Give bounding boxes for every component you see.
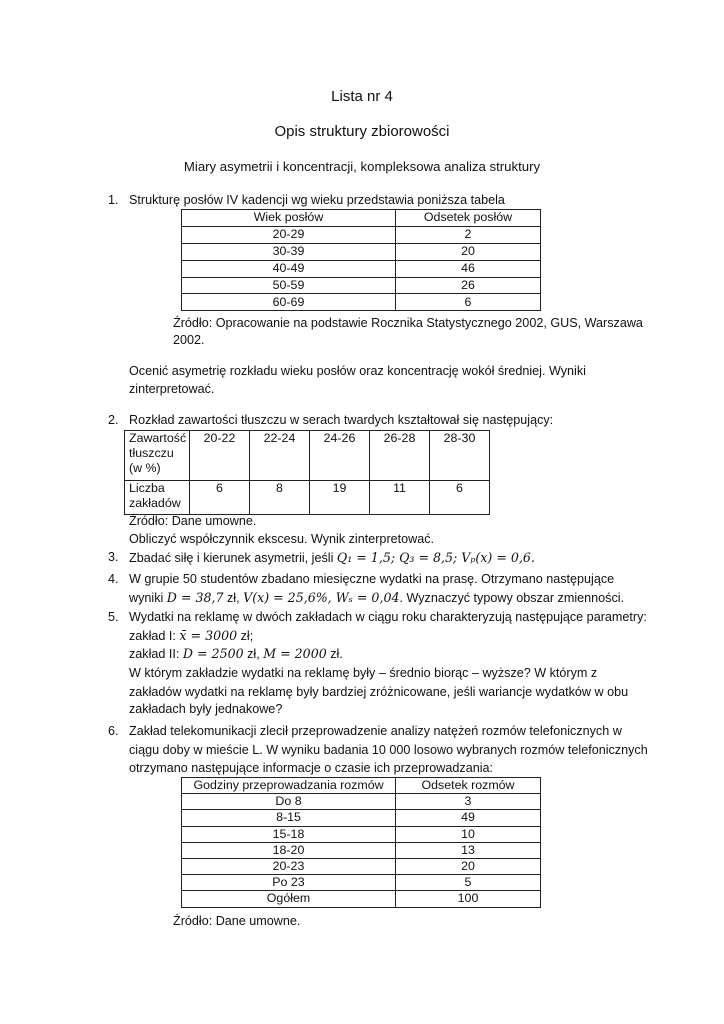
table-cell: 26 <box>396 277 541 294</box>
table-row <box>182 891 541 907</box>
table-row-label <box>125 481 190 515</box>
call-hours-table <box>181 777 541 908</box>
table-cell: 2 <box>396 226 541 243</box>
task-3-lead: Zbadać siłę i kierunek asymetrii, jeśli <box>129 551 337 565</box>
table-cell: 19 <box>310 481 370 515</box>
task-4-line2 <box>129 590 624 605</box>
task-3-text <box>129 550 535 565</box>
age-table <box>181 209 541 311</box>
table-row <box>125 481 490 515</box>
table-header-cell: Wiek posłów <box>182 210 396 227</box>
page-subtitle: Opis struktury zbiorowości <box>274 123 450 140</box>
page-topic: Miary asymetrii i koncentracji, kompleksowa analiza struktury <box>183 159 541 174</box>
text: zł. <box>326 647 343 661</box>
task-2-source: Źródło: Dane umowne. <box>129 514 257 528</box>
table-header-cell: Godziny przeprowadzania rozmów <box>182 778 396 794</box>
task-6-line3: otrzymano następujące informacje o czasie ich przeprowadzania: <box>129 761 494 775</box>
page-title: Lista nr 4 <box>331 88 393 105</box>
task-1-intro: Strukturę posłów IV kadencji wg wieku przedstawia poniższa tabela <box>129 193 505 207</box>
table-cell: 10 <box>396 826 541 842</box>
table-cell: 5 <box>396 875 541 891</box>
table-cell: 20-29 <box>182 226 396 243</box>
table-cell: 100 <box>396 891 541 907</box>
table-row-label <box>125 431 190 481</box>
table-cell: 26-28 <box>370 431 430 481</box>
table-row <box>182 794 541 810</box>
task-2-question: Obliczyć współczynnik ekscesu. Wynik zinterpretować. <box>129 532 435 546</box>
table-cell: 24-26 <box>310 431 370 481</box>
table-row <box>182 294 541 311</box>
text: . Wyznaczyć typowy obszar zmienności. <box>399 591 625 605</box>
task-2-number: 2. <box>108 413 119 427</box>
task-1-source-cont: 2002. <box>173 333 205 347</box>
table-row <box>182 260 541 277</box>
table-cell: 20-22 <box>190 431 250 481</box>
table-cell: 6 <box>430 481 490 515</box>
table-row <box>182 842 541 858</box>
task-3-formula: Q₁ = 1,5; Q₃ = 8,5; Vₚ(x) = 0,6. <box>336 550 535 565</box>
table-row <box>182 858 541 874</box>
formula: M = 2000 <box>263 646 327 661</box>
text: zł, <box>243 647 264 661</box>
table-cell: 6 <box>396 294 541 311</box>
formula: V(x) = 25,6%, Wₛ = 0,04 <box>243 590 400 605</box>
task-6-number: 6. <box>108 724 119 738</box>
formula: D = 2500 <box>182 646 244 661</box>
label-line: tłuszczu <box>129 446 174 460</box>
table-cell: 6 <box>190 481 250 515</box>
label-line: (w %) <box>129 461 161 475</box>
table-header-row <box>182 778 541 794</box>
task-5-line2 <box>129 628 253 643</box>
task-6-line2: ciągu doby w mieście L. W wyniku badania 10 000 losowo wybranych rozmów telefonicznych <box>129 743 648 757</box>
table-row <box>182 277 541 294</box>
table-cell: 60-69 <box>182 294 396 311</box>
table-header-row <box>182 210 541 227</box>
label-line: zakładów <box>129 496 181 510</box>
table-cell: 11 <box>370 481 430 515</box>
table-cell: 50-59 <box>182 277 396 294</box>
table-row <box>182 243 541 260</box>
formula: x̄ = 3000 <box>179 628 238 643</box>
table-cell: 20 <box>396 243 541 260</box>
text: zł, <box>223 591 244 605</box>
task-6-line1: Zakład telekomunikacji zlecił przeprowadzenie analizy natężeń rozmów telefonicznych w <box>129 724 622 738</box>
task-3-number: 3. <box>108 550 119 564</box>
table-cell: 30-39 <box>182 243 396 260</box>
text: zł; <box>237 629 254 643</box>
formula: D = 38,7 <box>166 590 224 605</box>
table-cell: 49 <box>396 810 541 826</box>
table-cell: Do 8 <box>182 794 396 810</box>
task-5-line6: zakładach były jednakowe? <box>129 702 283 716</box>
label-line: Zawartość <box>129 431 187 445</box>
task-1-question: Ocenić asymetrię rozkładu wieku posłów oraz koncentrację wokół średniej. Wyniki <box>129 364 586 378</box>
task-2-intro: Rozkład zawartości tłuszczu w serach twardych kształtował się następujący: <box>129 413 554 427</box>
label-line: Liczba <box>129 481 165 495</box>
task-5-line5: zakładów wydatki na reklamę były bardziej zróżnicowane, jeśli wariancje wydatków w obu <box>129 685 629 699</box>
table-row <box>182 810 541 826</box>
table-cell: 3 <box>396 794 541 810</box>
fat-content-table <box>124 430 490 515</box>
table-header-cell: Odsetek rozmów <box>396 778 541 794</box>
task-1-source: Źródło: Opracowanie na podstawie Rocznika Statystycznego 2002, GUS, Warszawa <box>173 316 643 330</box>
task-1-question-cont: zinterpretować. <box>129 382 215 396</box>
table-cell: 28-30 <box>430 431 490 481</box>
table-cell: Po 23 <box>182 875 396 891</box>
table-row <box>182 875 541 891</box>
table-cell: Ogółem <box>182 891 396 907</box>
table-row <box>182 226 541 243</box>
task-4-number: 4. <box>108 572 119 586</box>
table-cell: 18-20 <box>182 842 396 858</box>
task-5-line3 <box>129 646 343 661</box>
table-cell: 13 <box>396 842 541 858</box>
table-cell: 8 <box>250 481 310 515</box>
table-row <box>125 431 490 481</box>
task-6-source: Źródło: Dane umowne. <box>173 914 301 928</box>
table-cell: 46 <box>396 260 541 277</box>
table-header-cell: Odsetek posłów <box>396 210 541 227</box>
table-cell: 15-18 <box>182 826 396 842</box>
table-cell: 20-23 <box>182 858 396 874</box>
text: zakład II: <box>129 647 183 661</box>
table-cell: 40-49 <box>182 260 396 277</box>
task-5-number: 5. <box>108 610 119 624</box>
task-5-line1: Wydatki na reklamę w dwóch zakładach w ciągu roku charakteryzują następujące parametry: <box>129 610 647 624</box>
table-row <box>182 826 541 842</box>
table-cell: 22-24 <box>250 431 310 481</box>
task-4-line1: W grupie 50 studentów zbadano miesięczne wydatki na prasę. Otrzymano następujące <box>129 572 615 586</box>
table-cell: 8-15 <box>182 810 396 826</box>
text: zakład I: <box>129 629 180 643</box>
table-cell: 20 <box>396 858 541 874</box>
task-1-number: 1. <box>108 193 119 207</box>
text: wyniki <box>129 591 167 605</box>
task-5-line4: W którym zakładzie wydatki na reklamę były – średnio biorąc – wyższe? W którym z <box>129 666 598 680</box>
